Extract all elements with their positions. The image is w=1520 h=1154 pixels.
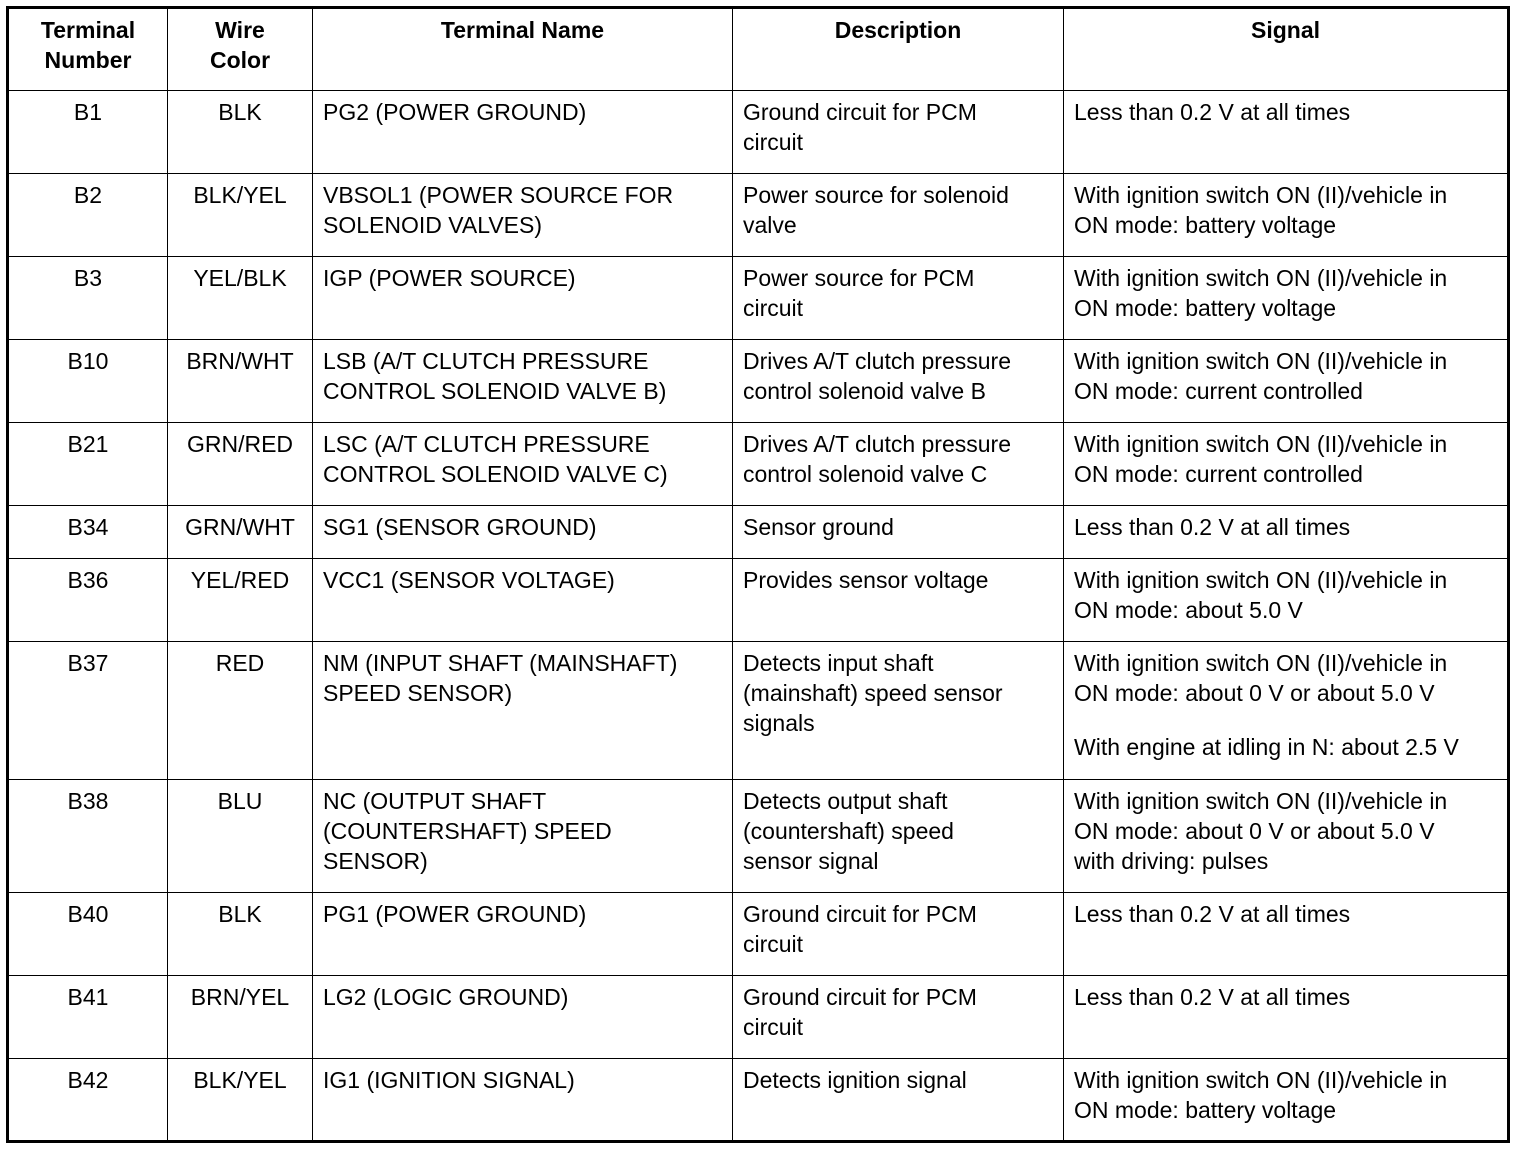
cell-description: Ground circuit for PCM circuit (733, 893, 1064, 976)
cell-terminal-number: B34 (8, 506, 168, 559)
cell-wire-color: BRN/WHT (168, 340, 313, 423)
table-row (8, 642, 1509, 780)
header-wire-color: Wire Color (168, 8, 313, 91)
cell-terminal-name: LSB (A/T CLUTCH PRESSURE CONTROL SOLENOID VALVE B) (313, 340, 733, 423)
cell-description: Ground circuit for PCM circuit (733, 91, 1064, 174)
signal-text: Less than 0.2 V at all times (1074, 984, 1351, 1010)
cell-wire-color: BLU (168, 780, 313, 893)
cell-wire-color: BRN/YEL (168, 976, 313, 1059)
cell-terminal-number: B2 (8, 174, 168, 257)
cell-wire-color: BLK/YEL (168, 174, 313, 257)
cell-signal (1064, 257, 1509, 340)
cell-terminal-name: NC (OUTPUT SHAFT (COUNTERSHAFT) SPEED SENSOR) (313, 780, 733, 893)
cell-wire-color: BLK (168, 893, 313, 976)
cell-description: Drives A/T clutch pressure control solenoid valve B (733, 340, 1064, 423)
cell-description: Ground circuit for PCM circuit (733, 976, 1064, 1059)
cell-signal (1064, 780, 1509, 893)
table-row (8, 893, 1509, 976)
cell-signal (1064, 340, 1509, 423)
table-row (8, 559, 1509, 642)
cell-signal (1064, 423, 1509, 506)
table-row (8, 1059, 1509, 1142)
table-row (8, 506, 1509, 559)
table-row (8, 780, 1509, 893)
signal-text: With ignition switch ON (II)/vehicle in ON mode: about 0 V or about 5.0 V (1074, 650, 1448, 706)
cell-wire-color: YEL/RED (168, 559, 313, 642)
table-row (8, 91, 1509, 174)
cell-wire-color: BLK (168, 91, 313, 174)
cell-description: Detects input shaft (mainshaft) speed sensor signals (733, 642, 1064, 780)
cell-signal (1064, 91, 1509, 174)
cell-description: Detects output shaft (countershaft) speed sensor signal (733, 780, 1064, 893)
cell-terminal-name: SG1 (SENSOR GROUND) (313, 506, 733, 559)
cell-signal (1064, 976, 1509, 1059)
cell-wire-color: RED (168, 642, 313, 780)
table-row (8, 423, 1509, 506)
cell-wire-color: GRN/WHT (168, 506, 313, 559)
cell-terminal-number: B10 (8, 340, 168, 423)
cell-description: Provides sensor voltage (733, 559, 1064, 642)
signal-text: With ignition switch ON (II)/vehicle in ON mode: about 5.0 V (1074, 567, 1448, 623)
cell-wire-color: BLK/YEL (168, 1059, 313, 1142)
signal-text: With ignition switch ON (II)/vehicle in ON mode: current controlled (1074, 431, 1448, 487)
table-row (8, 976, 1509, 1059)
table-row (8, 257, 1509, 340)
cell-signal (1064, 174, 1509, 257)
cell-signal (1064, 893, 1509, 976)
cell-terminal-number: B42 (8, 1059, 168, 1142)
cell-description: Sensor ground (733, 506, 1064, 559)
cell-wire-color: GRN/RED (168, 423, 313, 506)
cell-terminal-number: B3 (8, 257, 168, 340)
cell-signal (1064, 1059, 1509, 1142)
cell-terminal-name: IG1 (IGNITION SIGNAL) (313, 1059, 733, 1142)
cell-terminal-number: B38 (8, 780, 168, 893)
cell-signal (1064, 506, 1509, 559)
cell-terminal-name: LSC (A/T CLUTCH PRESSURE CONTROL SOLENOID VALVE C) (313, 423, 733, 506)
signal-text: Less than 0.2 V at all times (1074, 514, 1351, 540)
header-signal: Signal (1064, 8, 1509, 91)
cell-terminal-number: B41 (8, 976, 168, 1059)
cell-terminal-name: NM (INPUT SHAFT (MAINSHAFT) SPEED SENSOR) (313, 642, 733, 780)
cell-description: Power source for PCM circuit (733, 257, 1064, 340)
header-terminal-name: Terminal Name (313, 8, 733, 91)
signal-text: With engine at idling in N: about 2.5 V (1074, 734, 1459, 760)
header-terminal-number: Terminal Number (8, 8, 168, 91)
cell-terminal-name: LG2 (LOGIC GROUND) (313, 976, 733, 1059)
table-row (8, 174, 1509, 257)
signal-text: With ignition switch ON (II)/vehicle in ON mode: current controlled (1074, 348, 1448, 404)
cell-terminal-name: IGP (POWER SOURCE) (313, 257, 733, 340)
cell-terminal-number: B21 (8, 423, 168, 506)
signal-text: With ignition switch ON (II)/vehicle in ON mode: battery voltage (1074, 1067, 1448, 1123)
header-description: Description (733, 8, 1064, 91)
cell-terminal-name: PG1 (POWER GROUND) (313, 893, 733, 976)
signal-text: With ignition switch ON (II)/vehicle in ON mode: battery voltage (1074, 182, 1448, 238)
signal-text: With ignition switch ON (II)/vehicle in ON mode: about 0 V or about 5.0 V with driving: pulses (1074, 788, 1448, 874)
cell-description: Detects ignition signal (733, 1059, 1064, 1142)
signal-text: With ignition switch ON (II)/vehicle in ON mode: battery voltage (1074, 265, 1448, 321)
cell-description: Power source for solenoid valve (733, 174, 1064, 257)
cell-terminal-number: B40 (8, 893, 168, 976)
cell-terminal-name: VBSOL1 (POWER SOURCE FOR SOLENOID VALVES) (313, 174, 733, 257)
cell-terminal-number: B1 (8, 91, 168, 174)
table-header (8, 8, 1509, 91)
terminal-table (6, 6, 1510, 1143)
cell-signal (1064, 559, 1509, 642)
table-body (8, 91, 1509, 1142)
cell-terminal-number: B36 (8, 559, 168, 642)
cell-terminal-number: B37 (8, 642, 168, 780)
cell-signal (1064, 642, 1509, 780)
cell-terminal-name: VCC1 (SENSOR VOLTAGE) (313, 559, 733, 642)
cell-description: Drives A/T clutch pressure control solenoid valve C (733, 423, 1064, 506)
signal-text: Less than 0.2 V at all times (1074, 99, 1351, 125)
cell-wire-color: YEL/BLK (168, 257, 313, 340)
signal-text: Less than 0.2 V at all times (1074, 901, 1351, 927)
table-row (8, 340, 1509, 423)
cell-terminal-name: PG2 (POWER GROUND) (313, 91, 733, 174)
